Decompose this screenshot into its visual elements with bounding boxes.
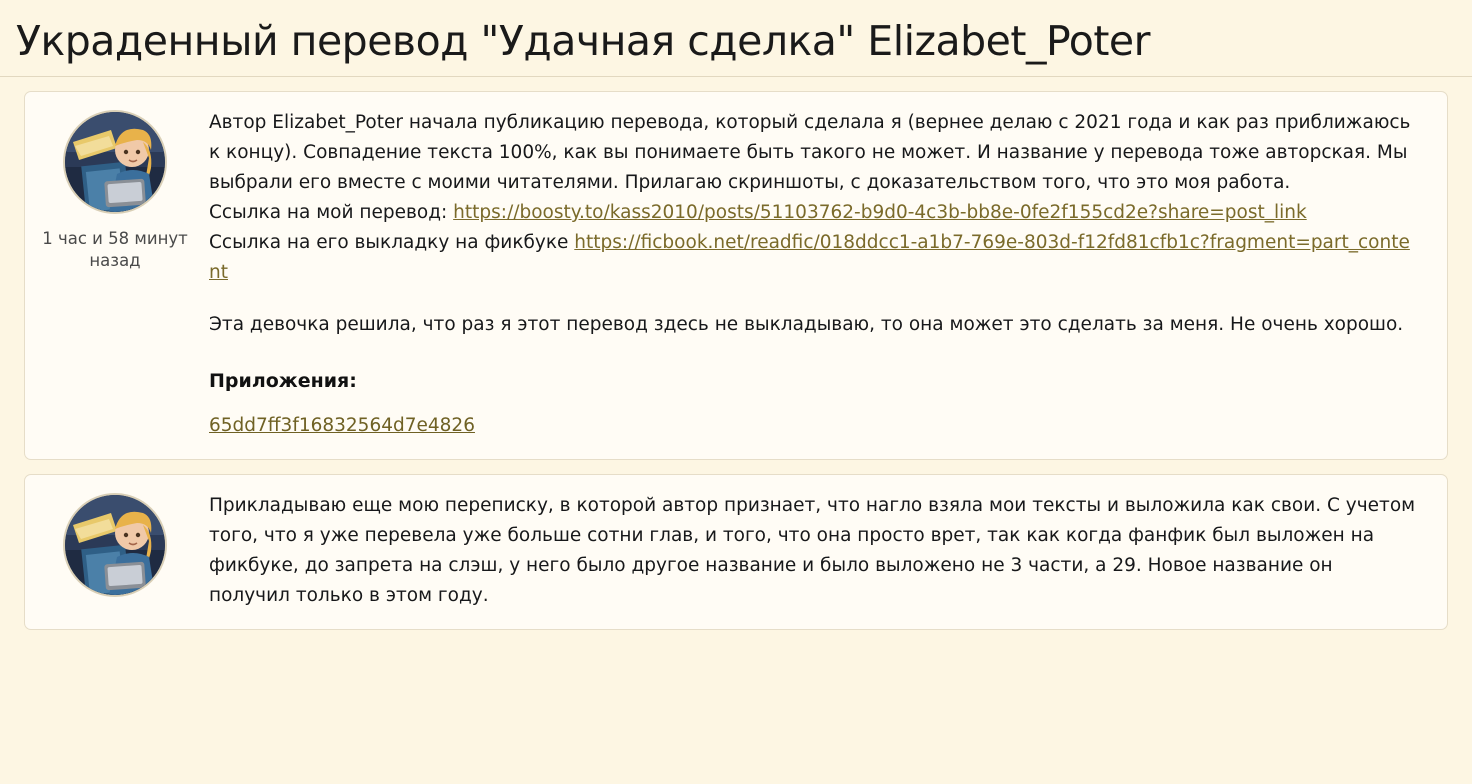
page-title: Украденный перевод "Удачная сделка" Elizabet_Poter [16,17,1150,65]
post-author-column [25,475,205,629]
post-content [205,475,1447,629]
post-paragraph: Прикладываю еще мою переписку, в которой автор признает, что нагло взяла мои тексты и выложила как свои. С учетом того, что я уже перевела уже больше сотни глав, и того, что она просто врет, так как когда фанфик был выложен на фикбуке, до запрета на слэш, у него было другое название и было выложено не 3 части, а 29. Новое название он получил только в этом году. [209,494,1416,606]
forum-post-1 [24,91,1448,460]
post-author-column [25,92,205,459]
title-divider [0,76,1472,77]
user-avatar[interactable] [63,110,167,214]
ficbook-link[interactable]: https://ficbook.net/readfic/018ddcc1-a1b7-769e-803d-f12fd81cfb1c?fragment=part_content [209,232,1410,284]
forum-post-2 [24,474,1448,630]
post-paragraph-2: Эта девочка решила, что раз я этот перевод здесь не выкладываю, то она может это сделать за меня. Не очень хорошо. [209,314,1404,335]
avatar-image [65,495,165,595]
link-2-prefix: Ссылка на его выкладку на фикбуке [209,232,575,254]
post-timestamp: 1 час и 58 минут назад [42,229,188,271]
post-link-line-1 [209,198,1419,228]
attachments-heading: Приложения: [209,369,357,392]
link-1-prefix: Ссылка на мой перевод: [209,202,454,224]
post-content [205,92,1447,459]
attachment-link[interactable]: 65dd7ff3f16832564d7e4826 [209,414,475,436]
post-paragraph: Автор Elizabet_Poter начала публикацию перевода, который сделала я (вернее делаю с 2021 года и как раз приближаюсь к концу). Совпадение текста 100%, как вы понимаете быть такого не может. И название у перевода тоже авторская. Мы выбрали его вместе с моими читателями. Прилагаю скриншоты, с доказательством того, что это моя работа. [209,112,1411,194]
user-avatar[interactable] [63,493,167,597]
avatar-image [65,112,165,212]
paragraph-spacer [209,288,1419,310]
boosty-link[interactable]: https://boosty.to/kass2010/posts/51103762-b9d0-4c3b-bb8e-0fe2f155cd2e?share=post_link [453,202,1307,224]
post-link-line-2 [209,228,1419,288]
